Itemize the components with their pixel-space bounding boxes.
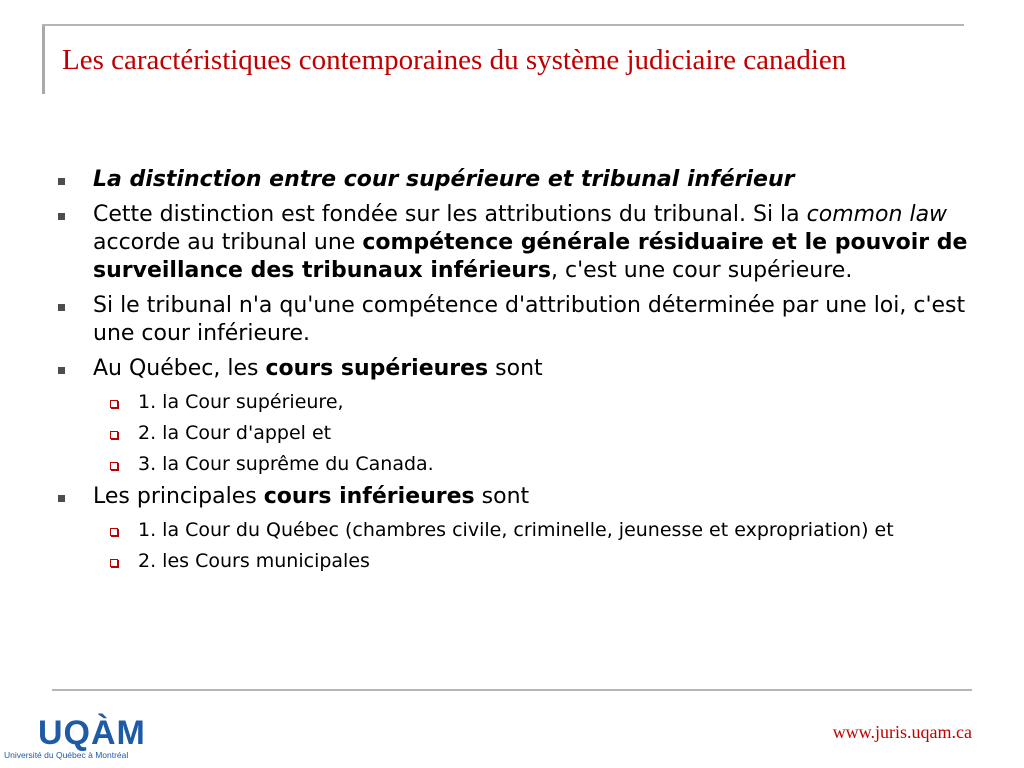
checkbox-bullet-icon [110, 431, 118, 439]
square-bullet-icon [58, 178, 65, 185]
bullet-text-part: Au Québec, les [93, 356, 266, 381]
checkbox-bullet-icon [110, 400, 118, 408]
bullet-item [58, 166, 998, 194]
frame-top-border [42, 24, 964, 26]
slide-content [58, 166, 998, 580]
sub-bullet-item [58, 452, 998, 477]
bullet-text-part: sont [488, 356, 543, 381]
sub-bullet-text: 1. la Cour du Québec (chambres civile, criminelle, jeunesse et expropriation) et [138, 519, 894, 541]
bold-phrase: cours supérieures [265, 356, 489, 381]
sub-bullet-text: 2. la Cour d'appel et [138, 422, 332, 444]
bold-phrase: compétence générale résiduaire et le pouvoir de surveillance des tribunaux inférieurs [93, 230, 968, 283]
slide-title: Les caractéristiques contemporaines du système judiciaire canadien [62, 44, 847, 76]
sub-bullet-text: 2. les Cours municipales [138, 550, 370, 572]
bold-phrase: cours inférieures [263, 484, 475, 509]
logo-wordmark: UQÀM [38, 714, 146, 752]
bullet-text: Si le tribunal n'a qu'une compétence d'attribution déterminée par une loi, c'est une cour inférieure. [93, 293, 966, 346]
common-law-term: common law [806, 202, 948, 227]
bullet-text-part: sont [474, 484, 530, 509]
bullet-text-part: , c'est une cour supérieure. [551, 258, 853, 283]
checkbox-bullet-icon [110, 559, 118, 567]
square-bullet-icon [58, 495, 65, 502]
bullet-item [58, 483, 998, 511]
sub-bullet-text: 3. la Cour suprême du Canada. [138, 453, 434, 475]
checkbox-bullet-icon [110, 462, 118, 470]
bullet-item [58, 355, 998, 383]
bullet-text-part: Les principales [93, 484, 264, 509]
sub-bullet-item [58, 421, 998, 446]
sub-bullet-item [58, 518, 998, 543]
logo-subtitle: Université du Québec à Montréal [4, 750, 129, 760]
frame-left-border [42, 24, 45, 94]
footer-divider [52, 689, 972, 691]
square-bullet-icon [58, 304, 65, 311]
bullet-item [58, 292, 998, 348]
bullet-text-part: Cette distinction est fondée sur les attributions du tribunal. Si la [93, 202, 807, 227]
square-bullet-icon [58, 213, 65, 220]
bullet-item [58, 201, 998, 285]
website-url: www.juris.uqam.ca [832, 722, 972, 742]
sub-bullet-item [58, 549, 998, 574]
uqam-logo [2, 716, 152, 768]
bullet-text: La distinction entre cour supérieure et tribunal inférieur [93, 167, 795, 192]
bullet-text-part: accorde au tribunal une [93, 230, 363, 255]
sub-bullet-item [58, 390, 998, 415]
square-bullet-icon [58, 367, 65, 374]
checkbox-bullet-icon [110, 528, 118, 536]
sub-bullet-text: 1. la Cour supérieure, [138, 391, 344, 413]
